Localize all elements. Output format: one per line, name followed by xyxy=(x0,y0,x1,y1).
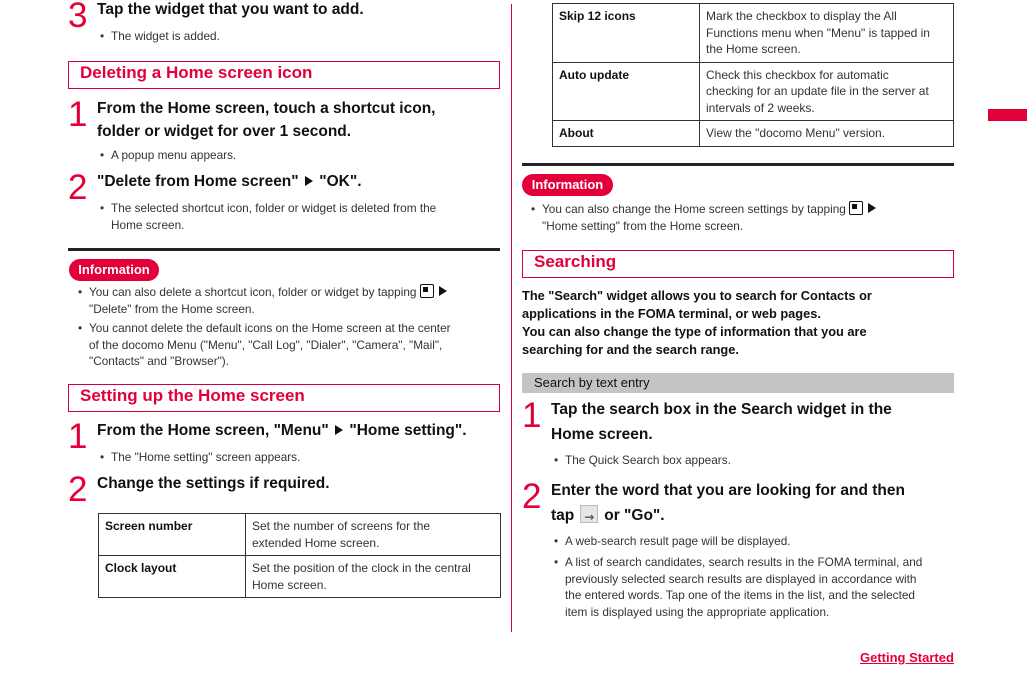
step-number: 2 xyxy=(68,470,88,509)
info-divider xyxy=(522,163,954,166)
section-heading-text: Searching xyxy=(534,252,617,271)
table-row xyxy=(553,62,954,121)
step-title: Change the settings if required. xyxy=(97,475,330,492)
home-settings-table xyxy=(98,513,501,598)
setting-name: Clock layout xyxy=(99,556,246,598)
info-note: • You can also change the Home screen settings by tapping "Home setting" from the Home screen. xyxy=(542,201,878,234)
step-note: • The "Home setting" screen appears. xyxy=(100,450,301,464)
step-title: From the Home screen, touch a shortcut icon, folder or widget for over 1 second. xyxy=(97,100,436,140)
arrow-right-icon xyxy=(868,203,876,213)
step-number: 1 xyxy=(522,396,542,435)
step-title: Tap the widget that you want to add. xyxy=(97,1,364,18)
setting-description: Set the number of screens for the extended Home screen. xyxy=(246,514,501,556)
setting-description: Check this checkbox for automatic checking for an update file in the server at intervals of 2 weeks. xyxy=(700,62,954,121)
info-divider xyxy=(68,248,500,251)
step-note: • A popup menu appears. xyxy=(100,148,237,162)
column-divider xyxy=(511,4,512,632)
step-number: 1 xyxy=(68,417,88,456)
table-row xyxy=(553,121,954,147)
menu-key-icon xyxy=(420,284,434,298)
setting-name: About xyxy=(553,121,700,147)
setting-name: Auto update xyxy=(553,62,700,121)
setting-name: Skip 12 icons xyxy=(553,4,700,63)
go-arrow-icon xyxy=(580,505,598,523)
section-heading-searching xyxy=(522,250,954,278)
setting-description: Mark the checkbox to display the All Functions menu when "Menu" is tapped in the Home screen. xyxy=(700,4,954,63)
section-heading-deleting xyxy=(68,61,500,89)
information-badge: Information xyxy=(69,259,159,281)
section-intro: The "Search" widget allows you to search for Contacts or applications in the FOMA terminal, or web pages. You can also change the type of information that you are searching for and the search range. xyxy=(522,288,872,357)
step-number: 3 xyxy=(68,0,88,35)
arrow-right-icon xyxy=(335,425,343,435)
subsection-heading: Search by text entry xyxy=(522,373,954,393)
step-title: Tap the search box in the Search widget in the Home screen. xyxy=(551,401,892,443)
info-note: • You cannot delete the default icons on the Home screen at the center of the docomo Menu ("Menu", "Call Log", "Dialer", "Camera", "Mail", "Contacts" and "Browser"). xyxy=(78,321,451,368)
step-number: 2 xyxy=(522,477,542,516)
menu-key-icon xyxy=(849,201,863,215)
info-note: • You can also delete a shortcut icon, folder or widget by tapping "Delete" from the Home screen. xyxy=(89,284,449,317)
step-note: • A web-search result page will be displayed. xyxy=(554,534,791,548)
setting-name: Screen number xyxy=(99,514,246,556)
arrow-right-icon xyxy=(305,176,313,186)
step-title: From the Home screen, "Menu" "Home setting". xyxy=(97,422,467,439)
step-title: "Delete from Home screen" "OK". xyxy=(97,173,362,190)
step-note: • The selected shortcut icon, folder or widget is deleted from the Home screen. xyxy=(100,201,437,232)
home-settings-table-continued xyxy=(552,3,954,147)
step-note: • A list of search candidates, search results in the FOMA terminal, and previously selected search results are displayed in accordance with the entered words. Tap one of the items in the list, and the selected item is displayed using the appropriate application. xyxy=(554,555,923,619)
step-title: Enter the word that you are looking for and then tap→ or "Go". xyxy=(551,479,905,528)
table-row xyxy=(99,556,501,598)
setting-description: Set the position of the clock in the central Home screen. xyxy=(246,556,501,598)
setting-description: View the "docomo Menu" version. xyxy=(700,121,954,147)
table-row xyxy=(553,4,954,63)
section-heading-text: Deleting a Home screen icon xyxy=(80,63,313,82)
table-row xyxy=(99,514,501,556)
arrow-right-icon xyxy=(439,286,447,296)
step-number: 2 xyxy=(68,168,88,207)
information-badge: Information xyxy=(522,174,613,196)
step-number: 1 xyxy=(68,95,88,134)
section-heading-setting xyxy=(68,384,500,412)
step-note: • The widget is added. xyxy=(100,29,220,43)
chapter-tab-marker xyxy=(988,109,1027,121)
footer-section-link[interactable]: Getting Started xyxy=(860,650,954,665)
section-heading-text: Setting up the Home screen xyxy=(80,386,305,405)
step-note: • The Quick Search box appears. xyxy=(554,453,731,467)
